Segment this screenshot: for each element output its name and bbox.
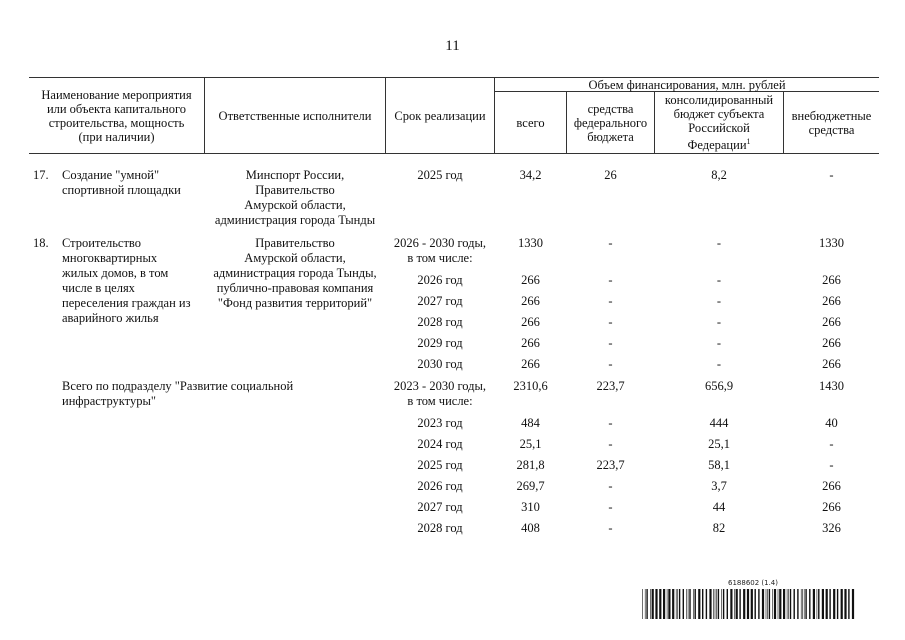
- extra-cell: 266: [822, 479, 841, 493]
- regional-cell: 82: [712, 521, 726, 535]
- barcode-bar: [677, 589, 678, 619]
- barcode-bar: [841, 589, 843, 619]
- total-cell: 310: [521, 500, 540, 514]
- term-cell: 2029 год: [417, 336, 463, 350]
- item-name-line: числе в целях: [62, 281, 135, 295]
- barcode-bar: [730, 589, 732, 619]
- barcode-bar: [755, 589, 756, 619]
- federal-cell: -: [608, 500, 613, 514]
- executor-line: Минспорт России,: [245, 168, 345, 182]
- barcode-bar: [672, 589, 674, 619]
- barcode-bar: [667, 589, 668, 619]
- barcode-bar: [758, 589, 759, 619]
- total-cell: 266: [521, 294, 540, 308]
- barcode-bar: [721, 589, 722, 619]
- item-name-line: переселения граждан из: [62, 296, 191, 310]
- barcode-bar: [718, 589, 719, 619]
- item-name-line: спортивной площадки: [62, 183, 181, 197]
- regional-cell: -: [716, 315, 722, 329]
- barcode-bar: [818, 589, 819, 619]
- barcode-bar: [676, 589, 677, 619]
- barcode-bar: [805, 589, 806, 619]
- executor-line: Правительство: [255, 236, 335, 250]
- regional-cell: 44: [712, 500, 726, 514]
- barcode-image: [642, 589, 856, 619]
- executor-line: администрация города Тынды: [214, 213, 376, 227]
- total-cell: 281,8: [516, 458, 545, 472]
- federal-cell: -: [608, 437, 613, 451]
- regional-cell: 25,1: [708, 437, 730, 451]
- barcode-bar: [809, 589, 810, 619]
- federal-cell: 223,7: [596, 458, 625, 472]
- term-cell: 2026 год: [417, 273, 463, 287]
- federal-cell: -: [608, 294, 613, 308]
- barcode-bar: [844, 589, 846, 619]
- federal-cell: 26: [604, 168, 617, 182]
- federal-cell: -: [608, 479, 613, 493]
- barcode-bar: [698, 589, 700, 619]
- barcode-bar: [646, 589, 647, 619]
- regional-cell: -: [716, 273, 722, 287]
- barcode-bar: [769, 589, 770, 619]
- term-cell: 2027 год: [417, 294, 463, 308]
- federal-cell: -: [608, 357, 613, 371]
- term-cell: 2026 год: [417, 479, 463, 493]
- barcode-bar: [837, 589, 838, 619]
- barcode-bar: [790, 589, 791, 619]
- subtotal-label: инфраструктуры": [62, 394, 156, 408]
- barcode-bar: [655, 589, 657, 619]
- extra-cell: 40: [825, 416, 838, 430]
- barcode-bar: [736, 589, 738, 619]
- header-term: Срок реализации: [394, 108, 486, 123]
- header-funding-group: Объем финансирования, млн. рублей: [588, 77, 786, 92]
- barcode-bar: [813, 589, 815, 619]
- executor-line: публично-правовая компания: [216, 281, 374, 295]
- item-name-line: Строительство: [62, 236, 142, 250]
- term-cell: 2025 год: [417, 168, 463, 182]
- header-total: всего: [516, 115, 545, 130]
- term-cell: 2028 год: [417, 315, 463, 329]
- barcode-bar: [848, 589, 849, 619]
- barcode-bar: [693, 589, 694, 619]
- total-cell: 2310,6: [513, 379, 548, 393]
- executor-line: "Фонд развития территорий": [217, 296, 373, 310]
- barcode-bar: [695, 589, 696, 619]
- barcode-bar: [829, 589, 830, 619]
- regional-cell: 8,2: [711, 168, 727, 182]
- barcode-bar: [787, 589, 788, 619]
- barcode-bar: [702, 589, 703, 619]
- barcode-bar: [689, 589, 690, 619]
- term-cell: 2023 - 2030 годы,: [393, 379, 487, 393]
- total-cell: 25,1: [519, 437, 542, 451]
- barcode-bar: [797, 589, 798, 619]
- item-name-line: многоквартирных: [62, 251, 158, 265]
- barcode-bar: [727, 589, 728, 619]
- barcode-bar: [716, 589, 717, 619]
- barcode-bar: [713, 589, 714, 619]
- barcode-bar: [652, 589, 654, 619]
- barcode-bar: [762, 589, 764, 619]
- barcode-bar: [683, 589, 684, 619]
- regional-cell: 58,1: [708, 458, 730, 472]
- executor-line: Амурской области,: [244, 251, 346, 265]
- term-cell: в том числе:: [407, 251, 473, 265]
- federal-cell: -: [608, 336, 613, 350]
- term-cell: 2024 год: [417, 437, 463, 451]
- barcode-bar: [709, 589, 711, 619]
- total-cell: 408: [521, 521, 540, 535]
- total-cell: 34,2: [519, 168, 542, 182]
- extra-cell: 266: [822, 500, 841, 514]
- term-cell: 2028 год: [417, 521, 463, 535]
- barcode-bar: [739, 589, 740, 619]
- barcode-bar: [668, 589, 670, 619]
- extra-cell: 266: [822, 357, 841, 371]
- extra-cell: -: [829, 437, 834, 451]
- federal-cell: -: [608, 521, 613, 535]
- document-code: 6188602 (1.4): [728, 579, 778, 587]
- barcode-bar: [804, 589, 805, 619]
- barcode-bar: [788, 589, 789, 619]
- executor-line: Правительство: [255, 183, 335, 197]
- barcode-bar: [650, 589, 651, 619]
- header-regional: консолидированный бюджет субъекта Российской Федерации$^1$: [664, 92, 774, 153]
- total-cell: 266: [521, 336, 540, 350]
- term-cell: 2023 год: [417, 416, 463, 430]
- barcode-bar: [833, 589, 835, 619]
- barcode-bar: [715, 589, 716, 619]
- extra-cell: 266: [822, 294, 841, 308]
- federal-cell: -: [608, 273, 613, 287]
- barcode-bar: [663, 589, 665, 619]
- term-cell: 2025 год: [417, 458, 463, 472]
- barcode-bar: [723, 589, 724, 619]
- total-cell: 266: [521, 315, 540, 329]
- term-cell: в том числе:: [407, 394, 473, 408]
- barcode-bar: [686, 589, 687, 619]
- barcode-bar: [706, 589, 707, 619]
- federal-cell: -: [608, 236, 613, 250]
- header-federal: средства федерального бюджета: [573, 101, 648, 144]
- barcode-bar: [734, 589, 735, 619]
- extra-cell: 1330: [819, 236, 844, 250]
- header-extra: внебюджетные средства: [791, 108, 872, 137]
- barcode-bar: [822, 589, 824, 619]
- regional-cell: 656,9: [704, 379, 734, 393]
- federal-cell: -: [608, 315, 613, 329]
- item-name-line: жилых домов, в том: [62, 266, 169, 280]
- header-executors: Ответственные исполнители: [218, 108, 372, 123]
- barcode-bar: [659, 589, 661, 619]
- footnote-mark: 1: [746, 136, 751, 146]
- term-cell: 2030 год: [417, 357, 463, 371]
- regional-cell: 444: [709, 416, 729, 430]
- total-cell: 1330: [518, 236, 543, 250]
- regional-cell: -: [716, 336, 722, 350]
- header-name: Наименование мероприятия или объекта капитального строительства, мощность (при наличии): [41, 87, 192, 144]
- extra-cell: 326: [822, 521, 841, 535]
- regional-cell: -: [716, 294, 722, 308]
- executor-line: Амурской области,: [244, 198, 346, 212]
- regional-cell: 3,7: [711, 479, 727, 493]
- barcode-bar: [642, 589, 643, 619]
- item-name-line: Создание "умной": [62, 168, 160, 182]
- barcode-bar: [852, 589, 854, 619]
- extra-cell: -: [829, 168, 834, 182]
- barcode-bar: [688, 589, 689, 619]
- barcode-bar: [766, 589, 767, 619]
- extra-cell: 266: [822, 273, 841, 287]
- total-cell: 484: [521, 416, 540, 430]
- barcode-bar: [645, 589, 646, 619]
- federal-cell: 223,7: [596, 379, 625, 393]
- barcode-bar: [802, 589, 803, 619]
- extra-cell: -: [829, 458, 834, 472]
- barcode-bar: [817, 589, 818, 619]
- total-cell: 266: [521, 357, 540, 371]
- extra-cell: 266: [822, 336, 841, 350]
- barcode-bar: [774, 589, 776, 619]
- page-number: 11: [445, 38, 460, 54]
- barcode-bar: [747, 589, 749, 619]
- total-cell: 266: [521, 273, 540, 287]
- extra-cell: 266: [822, 315, 841, 329]
- item-name-line: аварийного жилья: [62, 311, 159, 325]
- subtotal-label: Всего по подразделу "Развитие социальной: [62, 379, 294, 393]
- federal-cell: -: [608, 416, 613, 430]
- barcode-bar: [779, 589, 781, 619]
- barcode-bar: [801, 589, 802, 619]
- barcode-bar: [751, 589, 753, 619]
- barcode-bar: [778, 589, 779, 619]
- barcode-bar: [767, 589, 768, 619]
- row-number: 17.: [33, 168, 49, 182]
- term-cell: 2026 - 2030 годы,: [393, 236, 487, 250]
- regional-cell: -: [716, 236, 722, 250]
- executor-line: администрация города Тынды,: [213, 266, 377, 280]
- barcode-bar: [826, 589, 828, 619]
- total-cell: 269,7: [516, 479, 545, 493]
- row-number: 18.: [33, 236, 49, 250]
- barcode-bar: [743, 589, 745, 619]
- regional-cell: -: [716, 357, 722, 371]
- term-cell: 2027 год: [417, 500, 463, 514]
- extra-cell: 1430: [819, 379, 844, 393]
- barcode-bar: [679, 589, 680, 619]
- barcode-bar: [783, 589, 785, 619]
- barcode-bar: [772, 589, 773, 619]
- barcode-bar: [794, 589, 795, 619]
